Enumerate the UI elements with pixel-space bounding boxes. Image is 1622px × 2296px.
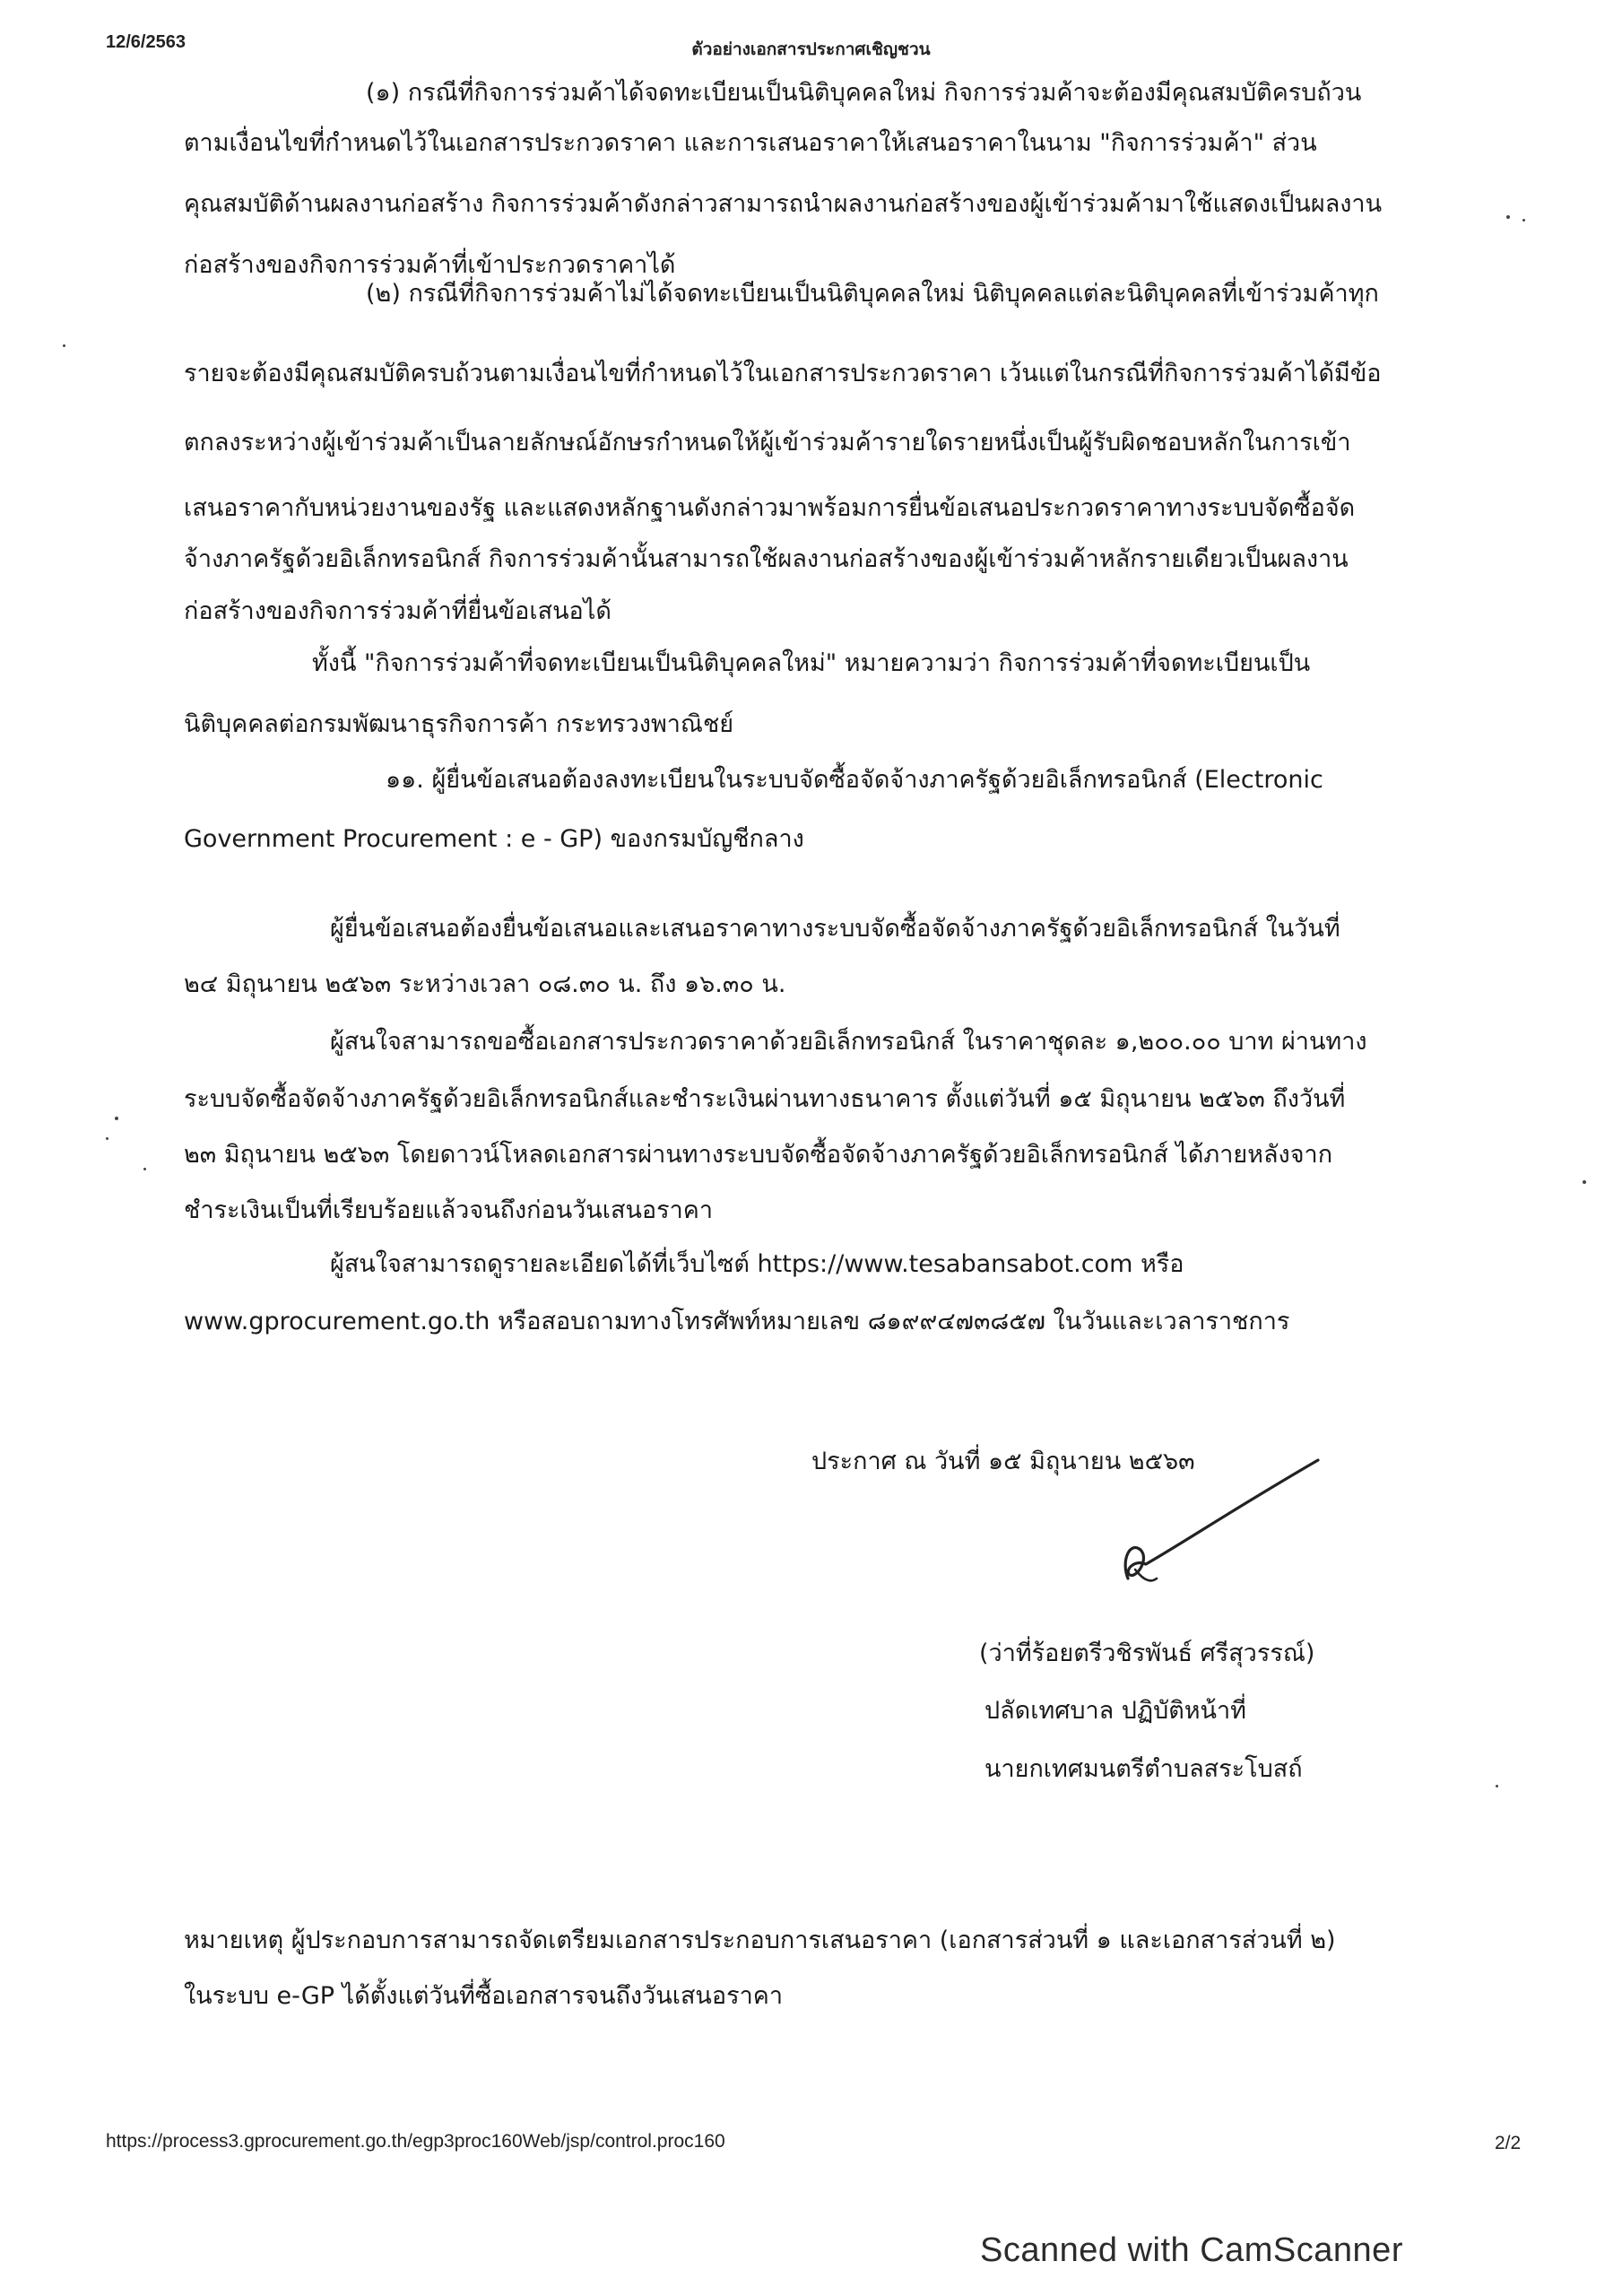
scanner-watermark: Scanned with CamScanner <box>980 2231 1403 2269</box>
scan-speck <box>63 344 65 347</box>
signer-role: นายกเทศมนตรีตำบลสระโบสถ์ <box>984 1755 1303 1783</box>
paragraph-line: จ้างภาครัฐด้วยอิเล็กทรอนิกส์ กิจการร่วมค้านั้นสามารถใช้ผลงานก่อสร้างของผู้เข้าร่วมค้าหลักรายเดียวเป็นผลงาน <box>184 545 1349 573</box>
signer-name: (ว่าที่ร้อยตรีวชิรพันธ์ ศรีสุวรรณ์) <box>979 1639 1315 1667</box>
scan-speck <box>1583 1180 1586 1184</box>
paragraph-line: (๑) กรณีที่กิจการร่วมค้าได้จดทะเบียนเป็นนิติบุคคลใหม่ กิจการร่วมค้าจะต้องมีคุณสมบัติครบถ้วน <box>366 79 1362 107</box>
paragraph-line: นิติบุคคลต่อกรมพัฒนาธุรกิจการค้า กระทรวงพาณิชย์ <box>184 710 734 738</box>
paragraph-line: คุณสมบัติด้านผลงานก่อสร้าง กิจการร่วมค้าดังกล่าวสามารถนำผลงานก่อสร้างของผู้เข้าร่วมค้ามาใช้แสดงเป็นผลงาน <box>184 190 1383 218</box>
paragraph-line: ตกลงระหว่างผู้เข้าร่วมค้าเป็นลายลักษณ์อักษรกำหนดให้ผู้เข้าร่วมค้ารายใดรายหนึ่งเป็นผู้รับผิดชอบหลักในการเข้า <box>184 429 1351 457</box>
paragraph-line: ๑๑. ผู้ยื่นข้อเสนอต้องลงทะเบียนในระบบจัดซื้อจัดจ้างภาครัฐด้วยอิเล็กทรอนิกส์ (Electronic <box>386 766 1323 794</box>
scan-speck <box>106 1137 108 1140</box>
paragraph-line: ชำระเงินเป็นที่เรียบร้อยแล้วจนถึงก่อนวันเสนอราคา <box>184 1196 714 1224</box>
paragraph-line: ผู้ยื่นข้อเสนอต้องยื่นข้อเสนอและเสนอราคาทางระบบจัดซื้อจัดจ้างภาครัฐด้วยอิเล็กทรอนิกส์ ในวันที่ <box>330 915 1340 943</box>
paragraph-line: ก่อสร้างของกิจการร่วมค้าที่ยื่นข้อเสนอได้ <box>184 597 612 625</box>
paragraph-line: ทั้งนี้ "กิจการร่วมค้าที่จดทะเบียนเป็นนิติบุคคลใหม่" หมายความว่า กิจการร่วมค้าที่จดทะเบียนเป็น <box>312 649 1311 677</box>
scan-speck <box>143 1168 146 1170</box>
paragraph-line: (๒) กรณีที่กิจการร่วมค้าไม่ได้จดทะเบียนเป็นนิติบุคคลใหม่ นิติบุคคลแต่ละนิติบุคคลที่เข้าร่วมค้าทุก <box>366 280 1379 308</box>
paragraph-line: ระบบจัดซื้อจัดจ้างภาครัฐด้วยอิเล็กทรอนิกส์และชำระเงินผ่านทางธนาคาร ตั้งแต่วันที่ ๑๕ มิถุนายน ๒๕๖๓ ถึงวันที่ <box>184 1085 1346 1113</box>
page-number: 2/2 <box>1495 2133 1522 2153</box>
paragraph-line: www.gprocurement.go.th หรือสอบถามทางโทรศัพท์หมายเลข ๘๑๙๙๔๗๓๘๕๗ ในวันและเวลาราชการ <box>184 1308 1290 1335</box>
signer-position: ปลัดเทศบาล ปฏิบัติหน้าที่ <box>984 1697 1246 1725</box>
paragraph-line: รายจะต้องมีคุณสมบัติครบถ้วนตามเงื่อนไขที่กำหนดไว้ในเอกสารประกวดราคา เว้นแต่ในกรณีที่กิจการร่วมค้าได้มีข้อ <box>184 360 1382 387</box>
scan-speck <box>115 1117 118 1120</box>
paragraph-line: ๒๔ มิถุนายน ๒๕๖๓ ระหว่างเวลา ๐๘.๓๐ น. ถึง ๑๖.๓๐ น. <box>184 970 786 998</box>
note-line: ในระบบ e-GP ได้ตั้งแต่วันที่ซื้อเอกสารจนถึงวันเสนอราคา <box>184 1982 783 2010</box>
announcement-date: ประกาศ ณ วันที่ ๑๕ มิถุนายน ๒๕๖๓ <box>811 1448 1195 1475</box>
paragraph-line: ตามเงื่อนไขที่กำหนดไว้ในเอกสารประกวดราคา และการเสนอราคาให้เสนอราคาในนาม "กิจการร่วมค้า" ส่วน <box>184 129 1317 157</box>
scan-speck <box>1522 219 1525 222</box>
scan-speck <box>1496 1785 1498 1787</box>
note-line: หมายเหตุ ผู้ประกอบการสามารถจัดเตรียมเอกสารประกอบการเสนอราคา (เอกสารส่วนที่ ๑ และเอกสารส่วนที่ ๒) <box>184 1926 1336 1954</box>
footer-url: https://process3.gprocurement.go.th/egp3proc160Web/jsp/control.proc160 <box>106 2131 725 2152</box>
scan-speck <box>1506 215 1510 219</box>
paragraph-line: ผู้สนใจสามารถขอซื้อเอกสารประกวดราคาด้วยอิเล็กทรอนิกส์ ในราคาชุดละ ๑,๒๐๐.๐๐ บาท ผ่านทาง <box>330 1028 1367 1056</box>
paragraph-line: Government Procurement : e - GP) ของกรมบัญชีกลาง <box>184 825 804 853</box>
paragraph-line: ก่อสร้างของกิจการร่วมค้าที่เข้าประกวดราคาได้ <box>184 251 676 279</box>
paragraph-line: ผู้สนใจสามารถดูรายละเอียดได้ที่เว็บไซต์ https://www.tesabansabot.com หรือ <box>330 1250 1184 1278</box>
document-header-title: ตัวอย่างเอกสารประกาศเชิญชวน <box>691 39 931 59</box>
paragraph-line: เสนอราคากับหน่วยงานของรัฐ และแสดงหลักฐานดังกล่าวมาพร้อมการยื่นข้อเสนอประกวดราคาทางระบบจัดซื้อจัด <box>184 494 1356 522</box>
paragraph-line: ๒๓ มิถุนายน ๒๕๖๓ โดยดาวน์โหลดเอกสารผ่านทางระบบจัดซื้อจัดจ้างภาครัฐด้วยอิเล็กทรอนิกส์ ได้ภายหลังจาก <box>184 1141 1333 1169</box>
print-date: 12/6/2563 <box>106 32 186 52</box>
handwritten-signature <box>1094 1444 1327 1605</box>
